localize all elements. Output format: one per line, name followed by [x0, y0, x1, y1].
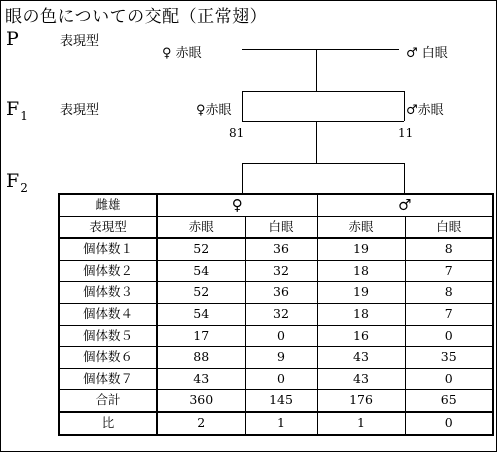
count-cell: 7	[405, 260, 493, 282]
count-cell: 43	[157, 368, 245, 390]
count-cell: 52	[157, 282, 245, 304]
total-cell: 360	[157, 390, 245, 412]
phenotype-header-row	[59, 216, 493, 238]
count-cell: 54	[157, 260, 245, 282]
count-cell: 19	[317, 238, 405, 260]
p-cross-line	[242, 49, 399, 50]
count-cell: 17	[157, 325, 245, 347]
col-male-red-eye: 赤眼	[317, 216, 405, 238]
f1-female-line	[242, 91, 243, 121]
table-row	[59, 282, 493, 304]
f1-cross-line	[242, 121, 404, 122]
f2-results-table	[58, 193, 494, 436]
count-cell: 32	[245, 260, 317, 282]
count-cell: 0	[245, 368, 317, 390]
table-row	[59, 325, 493, 347]
col-female-white-eye: 白眼	[245, 216, 317, 238]
count-cell: 54	[157, 303, 245, 325]
ratio-label: 比	[59, 412, 157, 435]
page-title: 眼の色についての交配（正常翅）	[5, 7, 268, 27]
female-symbol-cell: ♀	[157, 194, 317, 216]
count-cell: 36	[245, 282, 317, 304]
row-label: 個体数７	[59, 368, 157, 390]
f1-male-line	[404, 91, 405, 121]
count-cell: 16	[317, 325, 405, 347]
col-female-red-eye: 赤眼	[157, 216, 245, 238]
sex-header-row	[59, 194, 493, 216]
row-label: 個体数６	[59, 347, 157, 369]
phenotype-header-cell: 表現型	[59, 216, 157, 238]
count-cell: 0	[245, 325, 317, 347]
count-cell: 36	[245, 238, 317, 260]
count-cell: 88	[157, 347, 245, 369]
total-cell: 176	[317, 390, 405, 412]
row-label: 個体数３	[59, 282, 157, 304]
row-label: 個体数１	[59, 238, 157, 260]
count-cell: 18	[317, 260, 405, 282]
male-symbol-cell: ♂	[317, 194, 493, 216]
count-cell: 7	[405, 303, 493, 325]
generation-p-label: P	[6, 28, 19, 50]
f2-letter: F	[6, 170, 20, 192]
f1-female-count: 81	[229, 126, 245, 140]
col-male-white-eye: 白眼	[405, 216, 493, 238]
f1-male-count: 11	[398, 126, 414, 140]
p-female-phenotype: ♀ 赤眼	[162, 46, 202, 61]
count-cell: 9	[245, 347, 317, 369]
f1-letter: F	[6, 98, 20, 120]
f1-phenotype-label: 表現型	[60, 103, 100, 118]
generation-f2-label	[6, 170, 28, 195]
ratio-cell: 1	[317, 412, 405, 435]
f1-male-phenotype: ♂赤眼	[406, 103, 444, 118]
total-label: 合計	[59, 390, 157, 412]
table-row	[59, 238, 493, 260]
ratio-row	[59, 412, 493, 435]
table-row	[59, 347, 493, 369]
count-cell: 35	[405, 347, 493, 369]
count-cell: 43	[317, 347, 405, 369]
row-label: 個体数５	[59, 325, 157, 347]
total-row	[59, 390, 493, 412]
count-cell: 18	[317, 303, 405, 325]
f1-subscript: 1	[20, 109, 28, 123]
count-cell: 32	[245, 303, 317, 325]
total-cell: 145	[245, 390, 317, 412]
sex-header-cell: 雌雄	[59, 194, 157, 216]
count-cell: 43	[317, 368, 405, 390]
f2-female-line	[242, 163, 243, 193]
count-cell: 8	[405, 282, 493, 304]
table-row	[59, 368, 493, 390]
p-male-phenotype: ♂ 白眼	[406, 46, 448, 61]
count-cell: 8	[405, 238, 493, 260]
f1-branch-line	[242, 91, 404, 92]
total-cell: 65	[405, 390, 493, 412]
count-rows	[59, 238, 493, 390]
f2-subscript: 2	[20, 181, 28, 195]
table-row	[59, 260, 493, 282]
f2-male-line	[404, 163, 405, 193]
count-cell: 0	[405, 368, 493, 390]
ratio-cell: 1	[245, 412, 317, 435]
generation-f1-label	[6, 98, 28, 123]
count-cell: 0	[405, 325, 493, 347]
row-label: 個体数４	[59, 303, 157, 325]
p-descent-line	[316, 49, 317, 92]
count-cell: 52	[157, 238, 245, 260]
p-phenotype-label: 表現型	[60, 34, 100, 49]
f1-female-phenotype: ♀赤眼	[196, 103, 232, 118]
ratio-cell: 2	[157, 412, 245, 435]
ratio-cell: 0	[405, 412, 493, 435]
row-label: 個体数２	[59, 260, 157, 282]
table-row	[59, 303, 493, 325]
count-cell: 19	[317, 282, 405, 304]
f2-branch-line	[242, 163, 404, 164]
f1-descent-line	[316, 121, 317, 163]
